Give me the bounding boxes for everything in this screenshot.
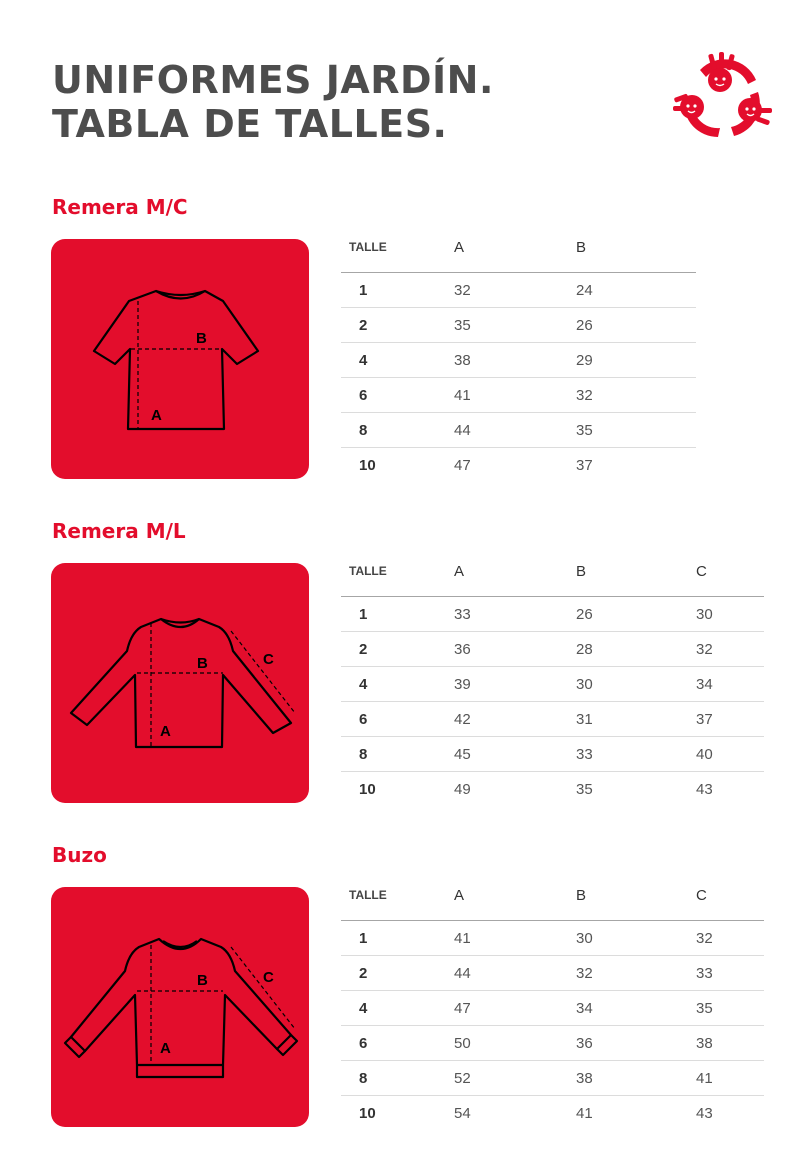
size-table-remera-mc xyxy=(341,222,696,482)
cell-a: 42 xyxy=(454,702,576,737)
column-header-a: A xyxy=(454,546,576,597)
table-row xyxy=(341,956,764,991)
cell-b: 41 xyxy=(576,1096,696,1131)
cell-talle: 1 xyxy=(359,929,368,947)
cell-a: 38 xyxy=(454,343,576,378)
diagram-label-a: A xyxy=(151,407,162,424)
column-header-talle: TALLE xyxy=(341,222,454,273)
cell-b: 32 xyxy=(576,956,696,991)
cell-a: 39 xyxy=(454,667,576,702)
cell-talle: 1 xyxy=(359,605,368,623)
cell-c: 40 xyxy=(696,737,764,772)
table-row xyxy=(341,1096,764,1131)
cell-c: 43 xyxy=(696,772,764,807)
long-sleeve-tshirt-icon xyxy=(51,563,309,803)
cell-talle: 8 xyxy=(341,737,454,772)
table-row xyxy=(341,413,696,448)
column-header-c: C xyxy=(696,546,764,597)
cell-a: 54 xyxy=(454,1096,576,1131)
size-table-buzo xyxy=(341,870,764,1130)
cell-b: 31 xyxy=(576,702,696,737)
cell-b: 32 xyxy=(576,378,696,413)
short-sleeve-tshirt-icon xyxy=(51,239,309,479)
column-header-talle: TALLE xyxy=(341,870,454,921)
cell-talle: 6 xyxy=(341,378,454,413)
cell-c: 30 xyxy=(696,605,713,623)
cell-c: 34 xyxy=(696,667,764,702)
cell-b: 26 xyxy=(576,605,593,623)
section-title-remera-mc: Remera M/C xyxy=(52,195,188,219)
cell-a: 52 xyxy=(454,1061,576,1096)
page-title-line-1: UNIFORMES JARDÍN. xyxy=(52,58,494,102)
cell-b: 26 xyxy=(576,308,696,343)
cell-b: 33 xyxy=(576,737,696,772)
cell-a: 49 xyxy=(454,772,576,807)
page-title-line-2: TABLA DE TALLES. xyxy=(52,102,448,146)
table-row xyxy=(341,991,764,1026)
short-sleeve-tshirt-diagram xyxy=(51,239,309,479)
cell-c: 43 xyxy=(696,1096,764,1131)
column-header-c: C xyxy=(696,870,764,921)
sweatshirt-icon xyxy=(51,887,309,1127)
cell-talle: 2 xyxy=(341,632,454,667)
cell-talle: 8 xyxy=(341,413,454,448)
cell-b: 29 xyxy=(576,343,696,378)
section-title-remera-ml: Remera M/L xyxy=(52,519,186,543)
cell-a: 32 xyxy=(454,281,471,299)
diagram-label-a: A xyxy=(160,723,171,740)
cell-a: 44 xyxy=(454,956,576,991)
cell-a: 36 xyxy=(454,632,576,667)
cell-c: 35 xyxy=(696,991,764,1026)
column-header-a: A xyxy=(454,870,576,921)
cell-talle: 6 xyxy=(341,702,454,737)
table-row xyxy=(341,667,764,702)
cell-talle: 2 xyxy=(341,956,454,991)
cell-talle: 10 xyxy=(341,448,454,483)
sweatshirt-diagram xyxy=(51,887,309,1127)
cell-talle: 4 xyxy=(341,343,454,378)
table-header-row xyxy=(341,870,764,921)
diagram-label-b: B xyxy=(196,330,207,347)
table-row xyxy=(341,921,764,956)
diagram-label-c: C xyxy=(263,651,274,668)
cell-b: 37 xyxy=(576,448,696,483)
cell-a: 35 xyxy=(454,308,576,343)
table-row xyxy=(341,597,764,632)
column-header-a: A xyxy=(454,222,576,273)
table-row xyxy=(341,737,764,772)
cell-a: 47 xyxy=(454,448,576,483)
cell-c: 33 xyxy=(696,956,764,991)
section-title-buzo: Buzo xyxy=(52,843,107,867)
diagram-label-a: A xyxy=(160,1040,171,1057)
table-row xyxy=(341,308,696,343)
column-header-b: B xyxy=(576,870,696,921)
diagram-label-b: B xyxy=(197,655,208,672)
table-row xyxy=(341,632,764,667)
table-row xyxy=(341,273,696,308)
table-row xyxy=(341,378,696,413)
column-header-b: B xyxy=(576,222,696,273)
cell-c: 37 xyxy=(696,702,764,737)
cell-talle: 10 xyxy=(341,772,454,807)
cell-a: 33 xyxy=(454,605,471,623)
cell-b: 30 xyxy=(576,667,696,702)
cell-b: 30 xyxy=(576,929,593,947)
diagram-label-c: C xyxy=(263,969,274,986)
cell-b: 24 xyxy=(576,281,593,299)
long-sleeve-tshirt-diagram xyxy=(51,563,309,803)
cell-a: 47 xyxy=(454,991,576,1026)
cell-talle: 8 xyxy=(341,1061,454,1096)
cell-b: 36 xyxy=(576,1026,696,1061)
cell-a: 45 xyxy=(454,737,576,772)
diagram-label-b: B xyxy=(197,972,208,989)
cell-talle: 4 xyxy=(341,991,454,1026)
cell-c: 38 xyxy=(696,1026,764,1061)
table-row xyxy=(341,1061,764,1096)
cell-b: 35 xyxy=(576,413,696,448)
table-row xyxy=(341,343,696,378)
table-header-row xyxy=(341,546,764,597)
table-row xyxy=(341,702,764,737)
cell-b: 35 xyxy=(576,772,696,807)
cell-a: 41 xyxy=(454,378,576,413)
table-row xyxy=(341,772,764,807)
cell-talle: 4 xyxy=(341,667,454,702)
page-title xyxy=(52,58,494,146)
cell-b: 38 xyxy=(576,1061,696,1096)
cell-b: 28 xyxy=(576,632,696,667)
cell-talle: 1 xyxy=(359,281,368,299)
cell-a: 44 xyxy=(454,413,576,448)
table-header-row xyxy=(341,222,696,273)
size-table-remera-ml xyxy=(341,546,764,806)
table-row xyxy=(341,448,696,483)
cell-talle: 6 xyxy=(341,1026,454,1061)
table-row xyxy=(341,1026,764,1061)
cell-c: 41 xyxy=(696,1061,764,1096)
cell-b: 34 xyxy=(576,991,696,1026)
column-header-talle: TALLE xyxy=(341,546,454,597)
cell-talle: 2 xyxy=(341,308,454,343)
cell-a: 50 xyxy=(454,1026,576,1061)
cell-talle: 10 xyxy=(341,1096,454,1131)
column-header-b: B xyxy=(576,546,696,597)
cell-c: 32 xyxy=(696,632,764,667)
cell-c: 32 xyxy=(696,929,713,947)
school-logo-icon xyxy=(670,52,774,140)
cell-a: 41 xyxy=(454,929,471,947)
